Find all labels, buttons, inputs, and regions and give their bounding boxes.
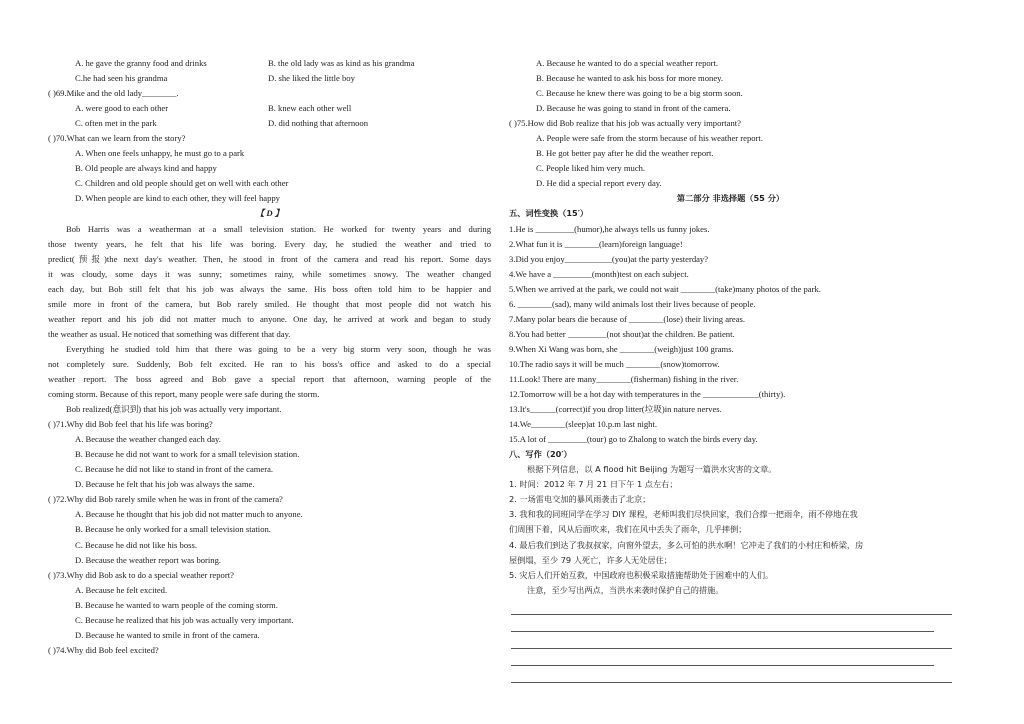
q70-option-a: A. When one feels unhappy, he must go to a park [75, 148, 245, 159]
writing-point: 5. 灾后人们开始互救，中国政府也积极采取措施帮助处于困难中的人们。 [509, 569, 774, 580]
section-eight-title: 八、写作（20′） [509, 449, 572, 460]
word-item: 2.What fun it is ________(learn)foreign language! [509, 238, 683, 249]
passage-line: each day, but Bob still felt that his job was always the same. His boss often told him to be happier and [48, 283, 491, 294]
passage-line: Bob realized(意识到) that his job was actually very important. [66, 404, 282, 415]
word-item: 12.Tomorrow will be a hot day with temperatures in the _____________(thirty). [509, 389, 786, 400]
q68-option-d: D. she liked the little boy [268, 73, 355, 84]
answer-line[interactable] [511, 632, 952, 649]
q73-option-b: B. Because he wanted to warn people of the coming storm. [75, 599, 278, 610]
question-70: ( )70.What can we learn from the story? [48, 133, 186, 144]
passage-line: coming storm. Because of this report, many people were safe during the storm. [48, 389, 320, 400]
q68-option-b: B. the old lady was as kind as his grandma [268, 58, 415, 68]
section-five-title: 五、词性变换（15′） [509, 208, 589, 219]
q68-options-row-2 [48, 71, 491, 86]
q72-option-d: D. Because the weather report was boring. [75, 554, 222, 565]
passage-line: predict(预报)the next day's weather. Then, he stood in front of the camera and read his report. Some days [48, 253, 491, 264]
q69-option-a: A. were good to each other [75, 103, 169, 114]
question-73: ( )73.Why did Bob ask to do a special weather report? [48, 569, 234, 580]
writing-intro: 根据下列信息，以 A flood hit Beijing 为题写一篇洪水灾害的文章。 [527, 464, 777, 475]
q75-option-c: C. People liked him very much. [536, 163, 646, 174]
word-item: 13.It's______(correct)if you drop litter(垃圾)in nature nerves. [509, 404, 722, 415]
question-69: ( )69.Mike and the old lady________. [48, 88, 179, 99]
word-item: 7.Many polar bears die because of ________(lose) their living areas. [509, 313, 746, 324]
q69-options-row-2 [48, 116, 491, 131]
word-item: 6. ________(sad), many wild animals lost their lives because of people. [509, 298, 756, 309]
answer-line[interactable] [511, 649, 934, 666]
q75-option-b: B. He got better pay after he did the weather report. [536, 148, 714, 159]
q70-option-c: C. Children and old people should get on well with each other [75, 178, 289, 189]
passage-line: weather report and his job did not matter much to anyone. One day, he arrived at work and began to study [48, 313, 491, 324]
passage-line: Bob Harris was a weatherman at a small television station. He worked for twenty years and during [66, 223, 491, 234]
question-75: ( )75.How did Bob realize that his job was actually very important? [509, 118, 741, 129]
q74-option-d: D. Because he was going to stand in front of the camera. [536, 103, 731, 114]
q72-option-a: A. Because he thought that his job did not matter much to anyone. [75, 509, 303, 520]
word-item: 11.Look! There are many________(fisherman) fishing in the river. [509, 373, 739, 384]
writing-point: 们周围下着，风从后面吹来，我们在风中丢失了雨伞，几乎摔倒； [509, 524, 747, 535]
right-column [509, 56, 952, 683]
passage-line: those twenty years, he felt that his life was boring. Every day, he studied the weather and tried to [48, 238, 491, 249]
passage-line: the weather as usual. He noticed that something was different that day. [48, 328, 291, 339]
q73-option-d: D. Because he wanted to smile in front of the camera. [75, 629, 260, 640]
question-71: ( )71.Why did Bob feel that his life was boring? [48, 419, 213, 430]
word-item: 3.Did you enjoy___________(you)at the party yesterday? [509, 253, 709, 264]
q75-option-d: D. He did a special report every day. [536, 178, 662, 189]
q72-option-b: B. Because he only worked for a small television station. [75, 524, 271, 535]
writing-point: 1. 时间：2012 年 7 月 21 日下午 1 点左右； [509, 479, 678, 490]
q69-option-d: D. did nothing that afternoon [268, 118, 369, 129]
answer-line[interactable] [511, 598, 952, 615]
q69-options-row-1 [48, 101, 491, 116]
writing-point: 屋倒塌，至少 79 人死亡，许多人无处居住； [509, 554, 672, 565]
word-item: 9.When Xi Wang was born, she ________(weigh)just 100 grams. [509, 343, 734, 354]
q74-option-b: B. Because he wanted to ask his boss for more money. [536, 73, 724, 84]
passage-line: not completely sure. Suddenly, Bob felt excited. He ran to his boss's office and asked to do a special [48, 358, 491, 369]
answer-line[interactable] [511, 666, 952, 683]
word-item: 14.We________(sleep)at 10.p.m last night. [509, 419, 658, 430]
part-two-title: 第二部分 非选择题（55 分） [676, 193, 785, 204]
q69-option-c: C. often met in the park [75, 118, 157, 129]
q71-option-d: D. Because he felt that his job was always the same. [75, 479, 255, 490]
q68-option-a: A. he gave the granny food and drinks [75, 58, 207, 68]
word-item: 10.The radio says it will be much ________(snow)tomorrow. [509, 358, 720, 369]
q69-option-b: B. knew each other well [268, 103, 352, 114]
passage-line: smile more in front of the camera, but Bob rarely smiled. He thought that most people did not watch his [48, 298, 491, 309]
passage-line: weather report. The boss agreed and Bob gave a special report that afternoon, warning people of the [48, 373, 491, 384]
question-72: ( )72.Why did Bob rarely smile when he was in front of the camera? [48, 494, 283, 505]
passage-d-title: 【 D 】 [255, 208, 284, 219]
q71-option-a: A. Because the weather changed each day. [75, 434, 221, 445]
word-item: 1.He is _________(humor),he always tells us funny jokes. [509, 223, 710, 234]
q68-options-row-1 [48, 56, 491, 71]
q70-option-b: B. Old people are always kind and happy [75, 163, 217, 174]
writing-point: 4. 最后我们到达了我叔叔家，向窗外望去，多么可怕的洪水啊！它冲走了我们的小村庄和桥梁，房 [509, 539, 864, 550]
word-item: 8.You had better _________(not shout)at the children. Be patient. [509, 328, 735, 339]
passage-line: it was cloudy, some days it was sunny; sometimes rainy, while sometimes snowy. The weather changed [48, 268, 491, 279]
left-column [48, 56, 491, 658]
writing-point: 3. 我和我的同班同学在学习 DIY 课程，老师叫我们尽快回家，我们合撑一把雨伞，雨不停地在我 [509, 509, 858, 520]
word-item: 15.A lot of _________(tour) go to Zhalong to watch the birds every day. [509, 434, 758, 445]
q70-option-d: D. When people are kind to each other, they will feel happy [75, 193, 280, 204]
q75-option-a: A. People were safe from the storm because of his weather report. [536, 133, 763, 144]
writing-point: 2. 一场雷电交加的暴风雨袭击了北京； [509, 494, 651, 505]
q71-option-b: B. Because he did not want to work for a small television station. [75, 449, 300, 460]
answer-line[interactable] [511, 615, 934, 632]
q74-option-a: A. Because he wanted to do a special weather report. [536, 58, 719, 68]
writing-note: 注意，至少写出两点，当洪水来袭时保护自己的措施。 [527, 584, 724, 595]
q71-option-c: C. Because he did not like to stand in front of the camera. [75, 464, 274, 475]
question-74: ( )74.Why did Bob feel excited? [48, 644, 159, 655]
q73-option-c: C. Because he realized that his job was actually very important. [75, 614, 294, 625]
q73-option-a: A. Because he felt excited. [75, 584, 168, 595]
passage-line: Everything he studied told him that there was going to be a very big storm very soon, though he was [66, 343, 491, 354]
word-item: 5.When we arrived at the park, we could not wait ________(take)many photos of the park. [509, 283, 821, 294]
q68-option-c: C.he had seen his grandma [75, 73, 168, 84]
q74-option-c: C. Because he knew there was going to be a big storm soon. [536, 88, 743, 99]
q72-option-c: C. Because he did not like his boss. [75, 539, 197, 550]
word-item: 4.We have a _________(month)test on each subject. [509, 268, 689, 279]
